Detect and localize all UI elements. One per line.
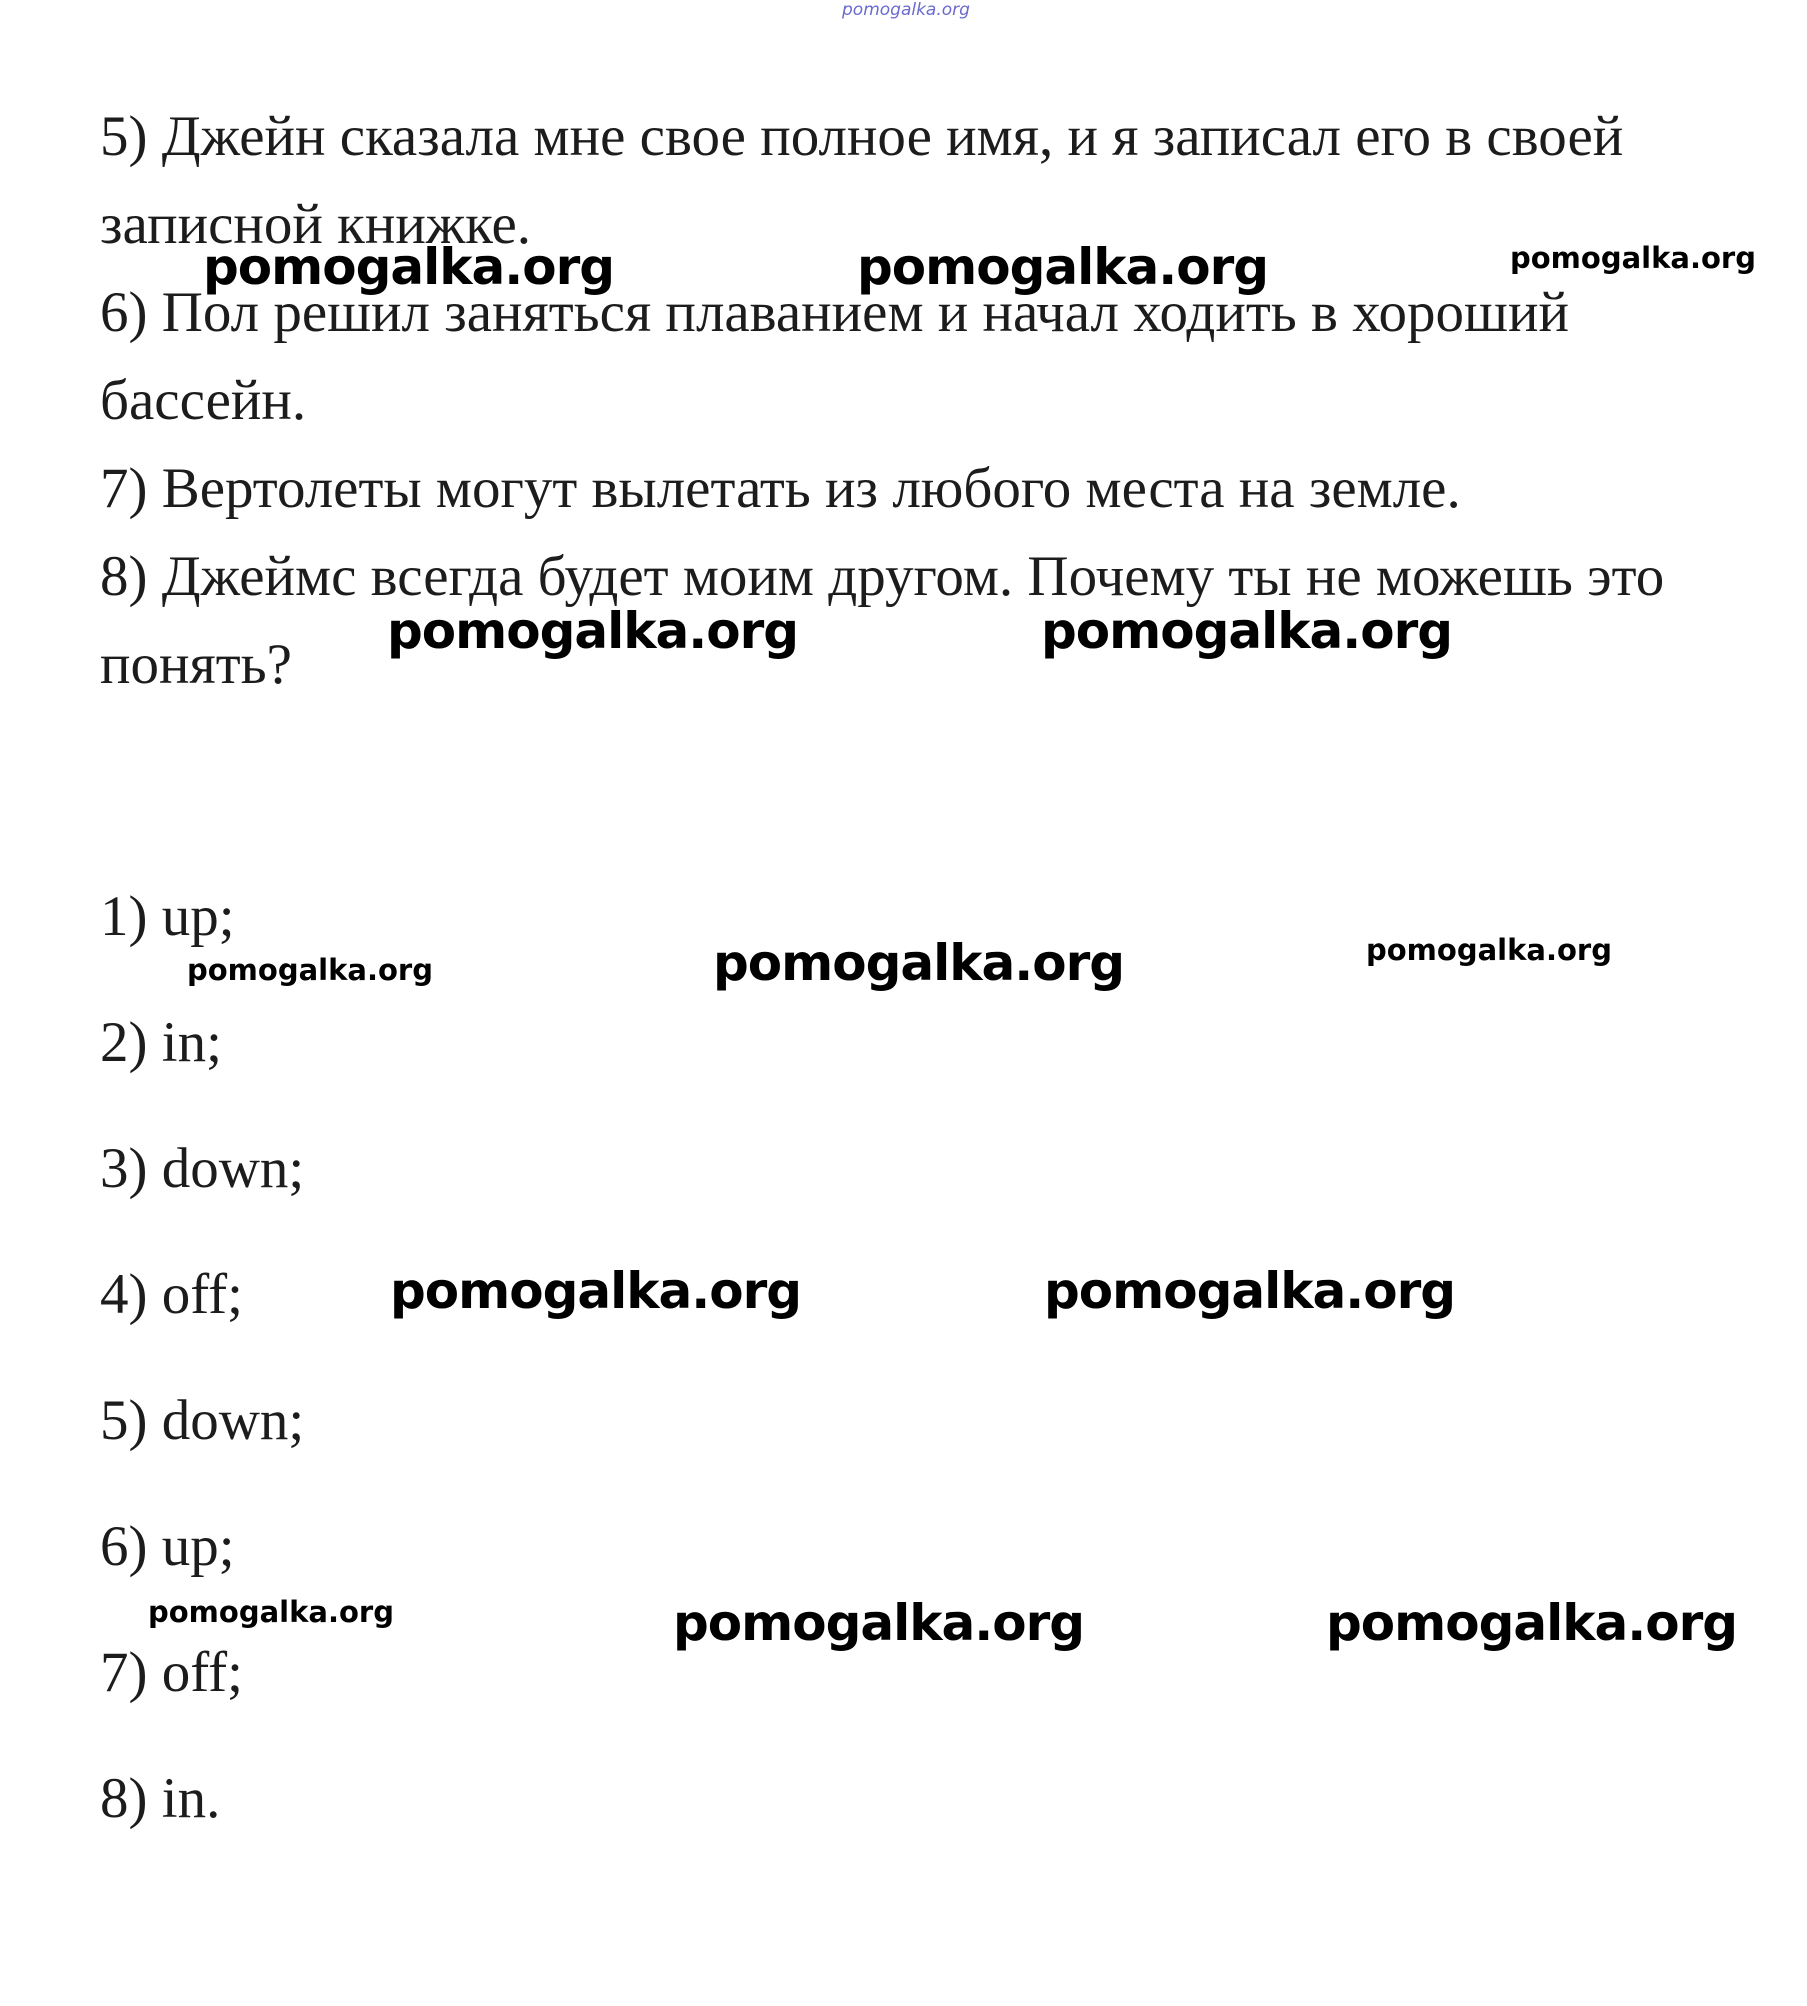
watermark: pomogalka.org [148,1595,394,1629]
watermark: pomogalka.org [187,953,433,987]
answer-item-2: 2) in; [100,1011,222,1074]
watermark: pomogalka.org [857,238,1269,296]
answer-item-5: 5) down; [100,1389,305,1452]
watermark: pomogalka.org [713,934,1125,992]
watermark: pomogalka.org [1041,602,1453,660]
translation-line-7: 7) Вертолеты могут вылетать из любого места на земле. [100,457,1461,520]
translation-line-8a: 8) Джеймс всегда будет моим другом. Почему ты не можешь это [100,545,1665,608]
answer-item-4: 4) off; [100,1263,244,1326]
watermark: pomogalka.org [1510,241,1756,275]
watermark: pomogalka.org [1044,1262,1456,1320]
watermark: pomogalka.org [673,1594,1085,1652]
answer-item-8: 8) in. [100,1767,221,1830]
header-watermark: pomogalka.org [842,0,970,20]
translation-line-6b: бассейн. [100,369,307,432]
watermark: pomogalka.org [1326,1594,1738,1652]
answer-item-3: 3) down; [100,1137,305,1200]
watermark: pomogalka.org [1366,933,1612,967]
translation-line-5b: записной книжке. [100,193,532,256]
watermark: pomogalka.org [390,1262,802,1320]
translation-line-8b: понять? [100,633,292,696]
answer-item-7: 7) off; [100,1641,244,1704]
watermark: pomogalka.org [203,238,615,296]
translation-line-6a: 6) Пол решил заняться плаванием и начал ходить в хороший [100,281,1569,344]
answer-item-6: 6) up; [100,1515,235,1578]
watermark: pomogalka.org [387,602,799,660]
answer-item-1: 1) up; [100,885,235,948]
translation-line-5a: 5) Джейн сказала мне свое полное имя, и я записал его в своей [100,105,1624,168]
